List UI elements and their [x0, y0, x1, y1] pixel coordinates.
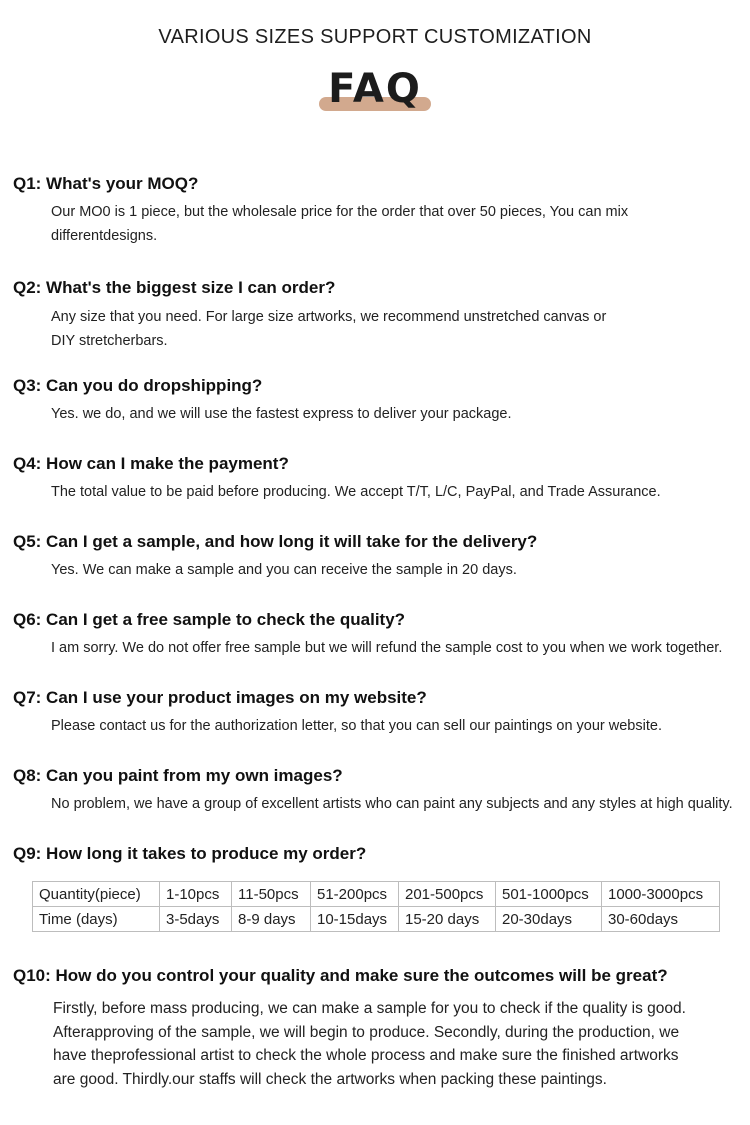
- faq-answer-10: [53, 997, 743, 1091]
- answer-line: I am sorry. We do not offer free sample but we will refund the sample cost to you when we work together.: [51, 640, 723, 656]
- answer-line: Yes. we do, and we will use the fastest express to deliver your package.: [51, 406, 512, 422]
- answer-line: Afterapproving of the sample, we will begin to produce. Secondly, during the production, we: [53, 1023, 680, 1041]
- table-cell: 501-1000pcs: [496, 882, 602, 907]
- table-cell: 1-10pcs: [160, 882, 232, 907]
- table-cell: 3-5days: [160, 907, 232, 932]
- faq-question-2: Q2: What's the biggest size I can order?: [13, 278, 336, 297]
- faq-question-9: Q9: How long it takes to produce my order?: [13, 844, 367, 863]
- faq-question-1: Q1: What's your MOQ?: [13, 174, 199, 193]
- faq-question-5: Q5: Can I get a sample, and how long it will take for the delivery?: [13, 532, 538, 551]
- faq-answer-8: [51, 792, 747, 816]
- answer-line: differentdesigns.: [51, 228, 158, 244]
- table-cell: Quantity(piece): [33, 882, 160, 907]
- table-cell: Time (days): [33, 907, 160, 932]
- table-cell: 8-9 days: [232, 907, 311, 932]
- faq-question-7: Q7: Can I use your product images on my website?: [13, 688, 427, 707]
- answer-line: are good. Thirdly.our staffs will check the artworks when packing these paintings.: [53, 1070, 607, 1088]
- answer-line: Our MO0 is 1 piece, but the wholesale price for the order that over 50 pieces, You can mix: [51, 204, 629, 220]
- faq-title: FAQ: [328, 66, 422, 112]
- table-cell: 30-60days: [602, 907, 720, 932]
- table-cell: 15-20 days: [399, 907, 496, 932]
- table-cell: 20-30days: [496, 907, 602, 932]
- faq-question-6: Q6: Can I get a free sample to check the quality?: [13, 610, 406, 629]
- answer-line: Firstly, before mass producing, we can make a sample for you to check if the quality is good.: [53, 1000, 686, 1017]
- banner-title: VARIOUS SIZES SUPPORT CUSTOMIZATION: [158, 26, 592, 48]
- faq-answer-5: [51, 558, 747, 582]
- faq-answer-3: [51, 402, 747, 426]
- faq-question-4: Q4: How can I make the payment?: [13, 454, 289, 473]
- answer-line: Please contact us for the authorization letter, so that you can sell our paintings on your website.: [51, 718, 662, 734]
- answer-line: Any size that you need. For large size artworks, we recommend unstretched canvas or: [51, 309, 607, 325]
- faq-answer-4: [51, 480, 747, 504]
- table-row: [33, 907, 720, 932]
- table-cell: 201-500pcs: [399, 882, 496, 907]
- answer-line: have theprofessional artist to check the whole process and make sure the finished artworks: [53, 1047, 679, 1064]
- answer-line: No problem, we have a group of excellent artists who can paint any subjects and any styles at high quality.: [51, 796, 733, 812]
- table-cell: 51-200pcs: [311, 882, 399, 907]
- answer-line: DIY stretcherbars.: [51, 333, 168, 349]
- answer-line: Yes. We can make a sample and you can receive the sample in 20 days.: [51, 562, 517, 578]
- faq-answer-1: [51, 200, 747, 248]
- production-time-table: [32, 881, 720, 932]
- faq-heading: [0, 62, 750, 122]
- faq-question-8: Q8: Can you paint from my own images?: [13, 766, 343, 785]
- answer-line: The total value to be paid before producing. We accept T/T, L/C, PayPal, and Trade Assurance.: [51, 484, 661, 500]
- faq-answer-2: [51, 305, 747, 353]
- table-cell: 1000-3000pcs: [602, 882, 720, 907]
- table-cell: 10-15days: [311, 907, 399, 932]
- faq-question-10: Q10: How do you control your quality and make sure the outcomes will be great?: [13, 966, 668, 985]
- faq-answer-6: [51, 636, 747, 660]
- faq-question-3: Q3: Can you do dropshipping?: [13, 376, 263, 395]
- table-row: [33, 882, 720, 907]
- table-cell: 11-50pcs: [232, 882, 311, 907]
- faq-answer-7: [51, 714, 747, 738]
